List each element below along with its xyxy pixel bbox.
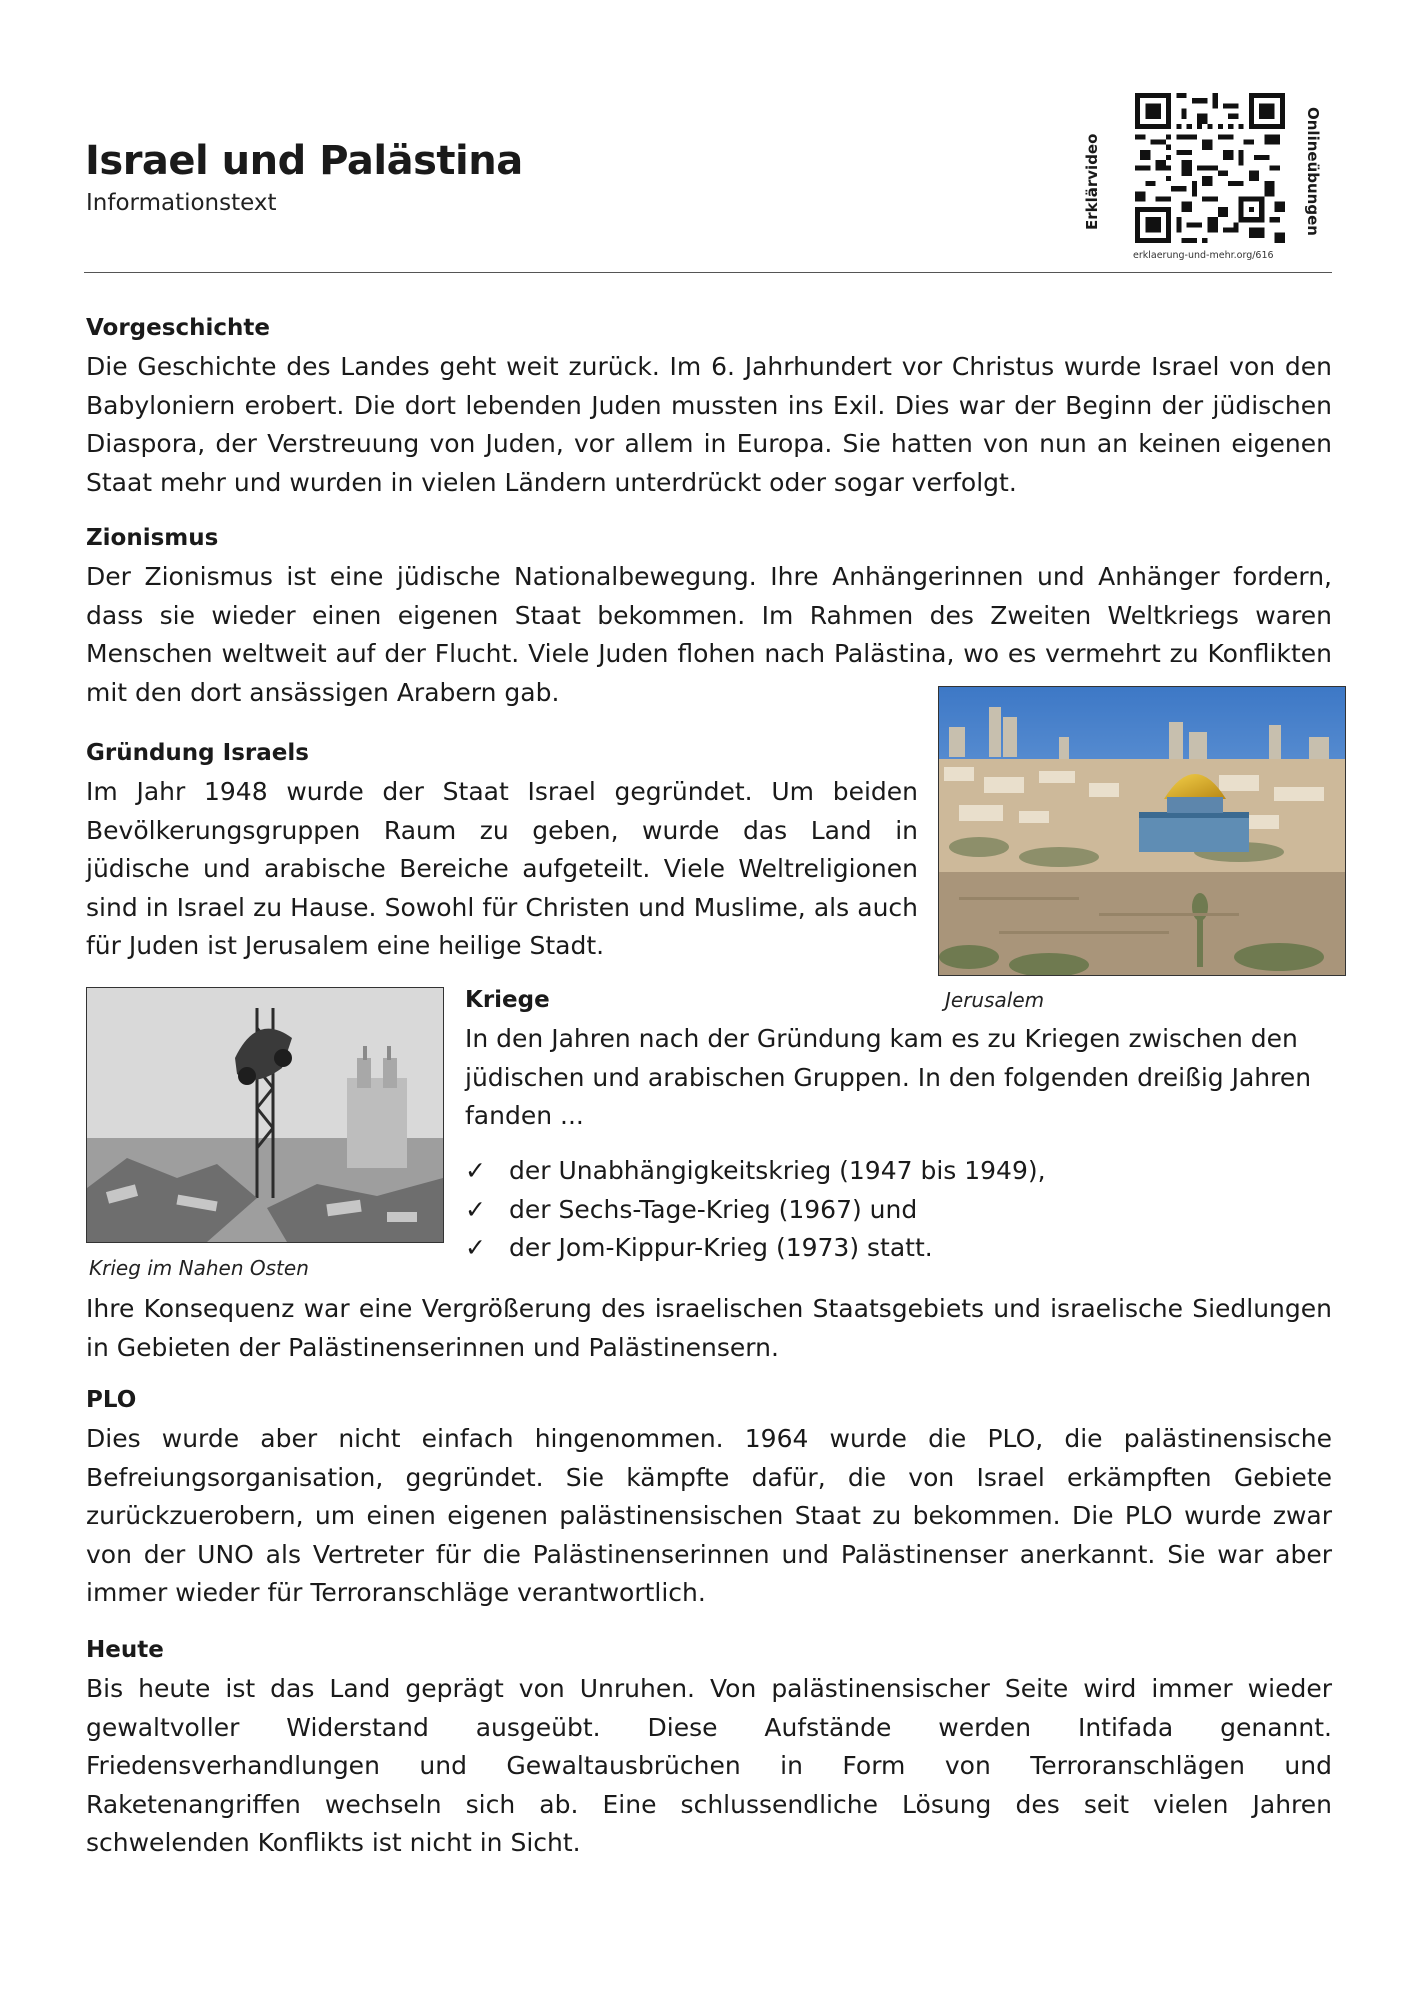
heading-gruendung: Gründung Israels <box>86 740 309 766</box>
jerusalem-image <box>939 687 1345 975</box>
heading-vorgeschichte: Vorgeschichte <box>86 315 270 341</box>
war-image <box>87 988 443 1242</box>
jerusalem-caption: Jerusalem <box>945 988 1045 1012</box>
text-kriege-consequence: Ihre Konsequenz war eine Vergrößerung des israelischen Staatsgebiets und israelische Siedlungen in Gebieten der Palästinenserinnen und Palästinensern. <box>86 1294 1332 1362</box>
explainer-video-label: Erklärvideo <box>1083 133 1101 230</box>
war-photo <box>86 987 444 1243</box>
text-vorgeschichte: Die Geschichte des Landes geht weit zurück. Im 6. Jahrhundert vor Christus wurde Israel von den Babyloniern erobert. Die dort lebenden Juden mussten ins Exil. Dies war der Beginn der jüdischen Diaspora, der Verstreuung von Juden, vor allem in Europa. Sie hatten von nun an keinen eigenen Staat mehr und wurden in vielen Ländern unterdrückt oder sogar verfolgt. <box>86 352 1332 497</box>
heading-zionismus: Zionismus <box>86 525 219 551</box>
header-divider <box>84 272 1332 273</box>
list-item: ✓ der Unabhängigkeitskrieg (1947 bis 1949), <box>465 1152 1332 1191</box>
heading-kriege: Kriege <box>465 987 550 1013</box>
qr-code-icon[interactable] <box>1135 93 1285 243</box>
text-gruendung: Im Jahr 1948 wurde der Staat Israel gegründet. Um beiden Bevölkerungsgruppen Raum zu geben, wurde das Land in jüdische und arabische Bereiche aufgeteilt. Viele Weltreligionen sind in Israel zu Hause. Sowohl für Christen und Muslime, als auch für Juden ist Jerusalem eine heilige Stadt. <box>86 777 918 960</box>
check-icon: ✓ <box>465 1156 486 1185</box>
list-item: ✓ der Jom-Kippur-Krieg (1973) statt. <box>465 1229 1332 1268</box>
page-subtitle: Informationstext <box>86 190 277 216</box>
text-plo: Dies wurde aber nicht einfach hingenommen. 1964 wurde die PLO, die palästinensische Befreiungsorganisation, gegründet. Sie kämpfte dafür, die von Israel erkämpften Gebiete zurückzuerobern, um einen eigenen palästinensischen Staat zu bekommen. Die PLO wurde zwar von der UNO als Vertreter für die Palästinenserinnen und Palästinenser anerkannt. Sie war aber immer wieder für Terroranschläge verantwortlich. <box>86 1424 1332 1607</box>
heading-heute: Heute <box>86 1637 164 1663</box>
qr-url[interactable]: erklaerung-und-mehr.org/616 <box>1133 250 1274 261</box>
page-title: Israel und Palästina <box>85 138 523 184</box>
list-item: ✓ der Sechs-Tage-Krieg (1967) und <box>465 1191 1332 1230</box>
check-icon: ✓ <box>465 1194 486 1224</box>
text-zionismus: Der Zionismus ist eine jüdische Nationalbewegung. Ihre Anhängerinnen und Anhänger fordern, dass sie wieder einen eigenen Staat bekommen. Im Rahmen des Zweiten Weltkriegs waren Menschen weltweit auf der Flucht. Viele Juden flohen nach Palästina, wo es vermehrt zu Konflikten mit den dort ansässigen Arabern gab. <box>86 562 1332 707</box>
text-heute: Bis heute ist das Land geprägt von Unruhen. Von palästinensischer Seite wird immer wieder gewaltvoller Widerstand ausgeübt. Diese Aufstände werden Intifada genannt. Friedensverhandlungen und Gewaltausbrüchen in Form von Terroranschlägen und Raketenangriffen wechseln sich ab. Eine schlussendliche Lösung des seit vielen Jahren schwelenden Konflikts ist nicht in Sicht. <box>86 1674 1332 1857</box>
online-exercises-label: Onlineübungen <box>1304 107 1322 236</box>
jerusalem-photo <box>938 686 1346 976</box>
heading-plo: PLO <box>86 1387 137 1413</box>
wars-list <box>465 1152 1332 1268</box>
war-caption: Krieg im Nahen Osten <box>89 1256 309 1280</box>
check-icon: ✓ <box>465 1233 486 1262</box>
text-kriege: In den Jahren nach der Gründung kam es zu Kriegen zwischen den jüdischen und arabischen Gruppen. In den folgenden dreißig Jahren fanden ... <box>465 1024 1312 1130</box>
